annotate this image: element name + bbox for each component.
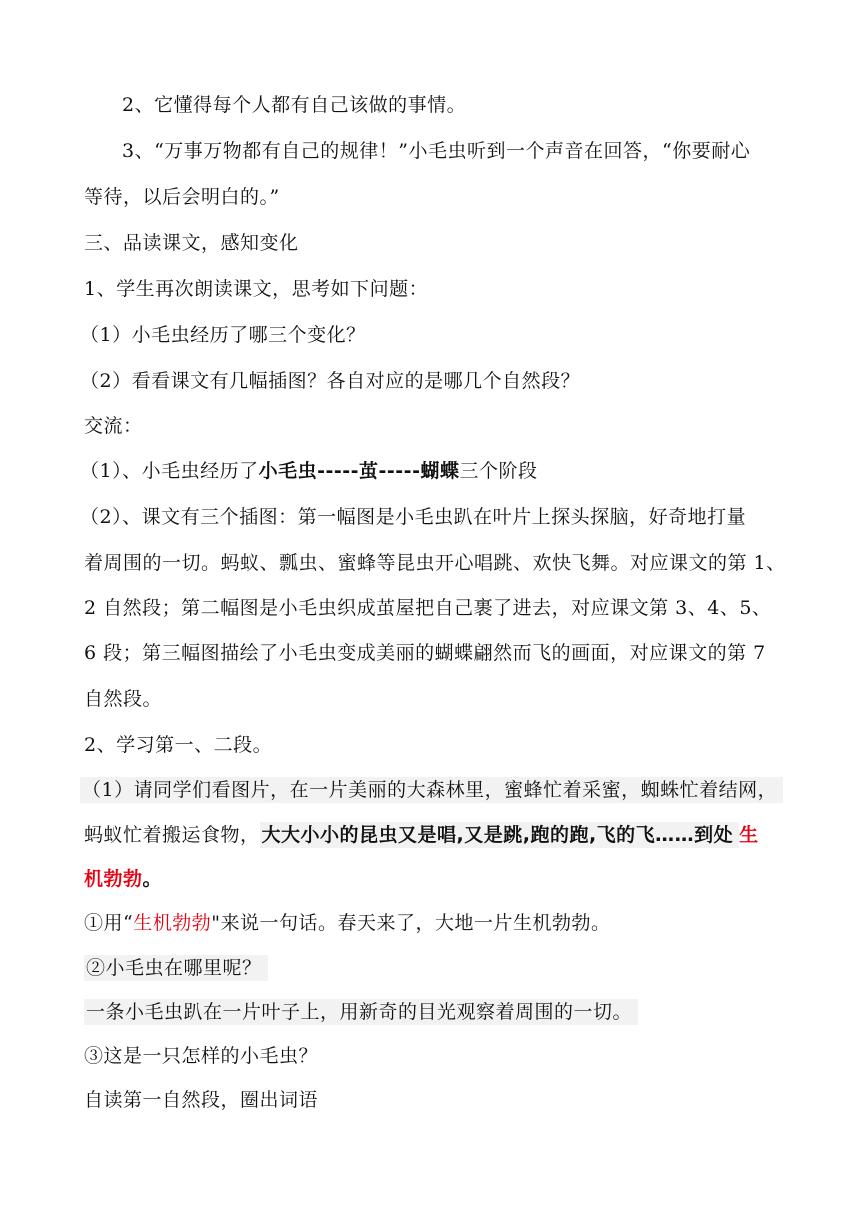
punctuation: 。	[142, 868, 163, 890]
red-emphasis: 生	[739, 824, 759, 846]
text-line	[84, 999, 638, 1025]
text-line: 交流：	[84, 415, 143, 437]
answer-line	[80, 458, 537, 484]
text-line	[84, 955, 268, 981]
text-line	[84, 866, 162, 892]
answer-suffix: 三个阶段	[459, 460, 538, 482]
text-line: 着周围的一切。蚂蚁、瓢虫、蜜蜂等昆虫开心唱跳、欢快飞舞。对应课文的第 1、	[84, 552, 786, 574]
text-line: 自然段。	[84, 688, 163, 710]
text-line: 1、学生再次朗读课文，思考如下问题：	[84, 278, 429, 300]
red-emphasis: 生机勃勃	[133, 912, 212, 934]
text-line: 2、它懂得每个人都有自己该做的事情。	[122, 94, 467, 116]
highlighted-text: （1）请同学们看图片，在一片美丽的大森林里，蜜蜂忙着采蜜，蜘蛛忙着结网，	[80, 777, 783, 803]
text-line	[84, 822, 759, 848]
text-line: 自读第一自然段，圈出词语	[84, 1089, 319, 1111]
section-heading: 三、品读课文，感知变化	[84, 232, 299, 254]
plain-text: ①用“	[84, 912, 134, 934]
text-line: 2、学习第一、二段。	[84, 734, 273, 756]
text-line: 等待，以后会明白的。”	[84, 186, 280, 208]
bold-highlighted-text: 大大小小的昆虫又是唱,又是跳,跑的跑,飞的飞……到处	[260, 822, 740, 848]
question-line: （2）看看课文有几幅插图？各自对应的是哪几个自然段？	[80, 370, 581, 392]
text-line: 2 自然段；第二幅图是小毛虫织成茧屋把自己裹了进去，对应课文第 3、4、5、	[84, 597, 772, 619]
red-emphasis: 机勃勃	[84, 868, 143, 890]
text-line: ③这是一只怎样的小毛虫？	[84, 1045, 319, 1067]
plain-text: "来说一句话。春天来了，大地一片生机勃勃。	[211, 912, 611, 934]
text-line: 3、“万事万物都有自己的规律！”小毛虫听到一个声音在回答，“你要耐心	[122, 140, 751, 162]
text-line	[80, 777, 783, 803]
question-line: （1）小毛虫经历了哪三个变化？	[80, 324, 366, 346]
highlighted-text: ②小毛虫在哪里呢？	[84, 955, 268, 981]
highlighted-text: 一条小毛虫趴在一片叶子上，用新奇的目光观察着周围的一切。	[84, 999, 638, 1025]
text-line: 6 段；第三幅图描绘了小毛虫变成美丽的蝴蝶翩然而飞的画面，对应课文的第 7	[84, 642, 766, 664]
answer-prefix: （1）、小毛虫经历了	[80, 460, 259, 482]
plain-text: 蚂蚁忙着搬运食物，	[84, 824, 260, 846]
stage-sequence: 小毛虫-----茧-----蝴蝶	[258, 460, 460, 482]
text-line: （2）、课文有三个插图：第一幅图是小毛虫趴在叶片上探头探脑，好奇地打量	[80, 506, 747, 528]
text-line	[84, 910, 610, 936]
